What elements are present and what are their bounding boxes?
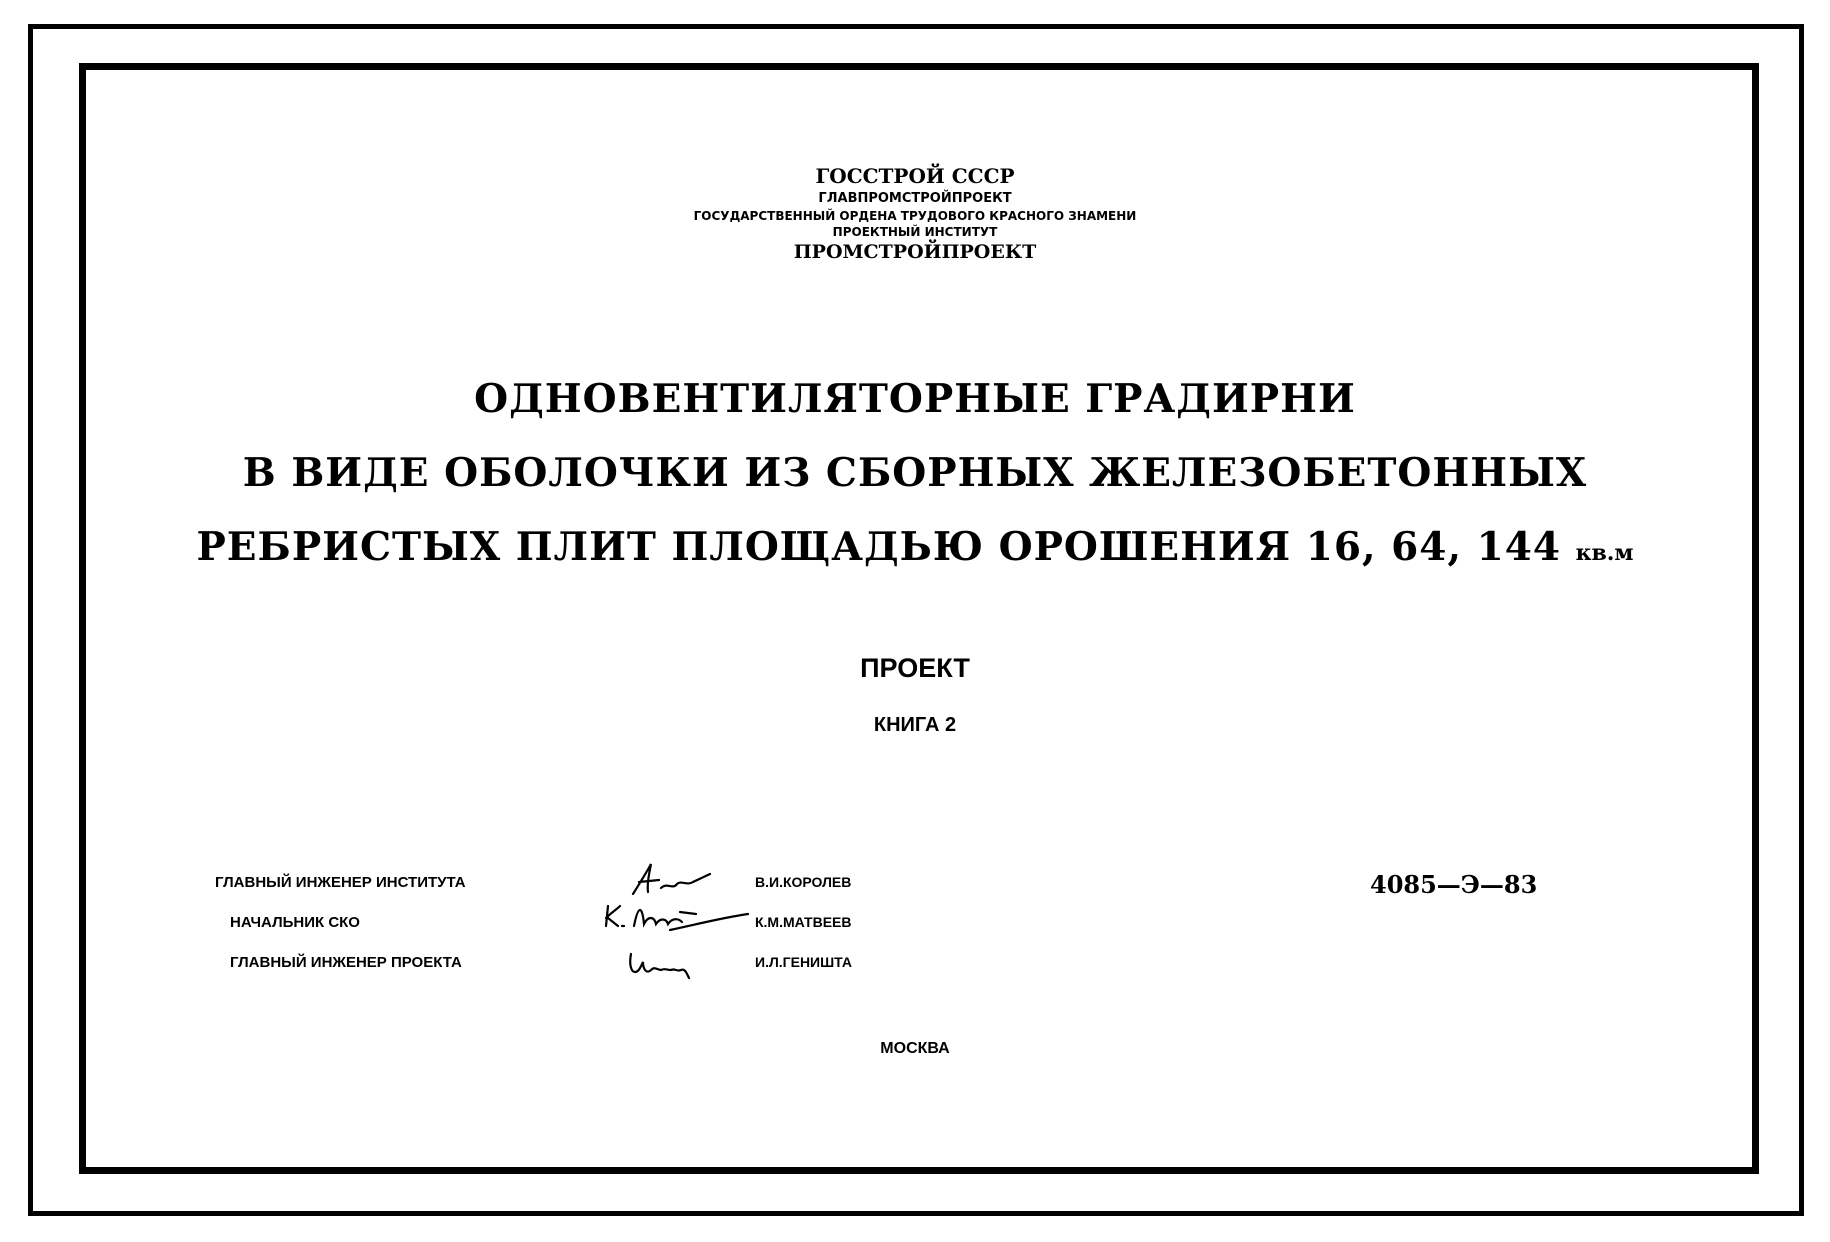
signature-position: ГЛАВНЫЙ ИНЖЕНЕР ИНСТИТУТА: [215, 874, 466, 891]
signature-position: НАЧАЛЬНИК СКО: [230, 914, 360, 931]
handwritten-signature: [600, 896, 750, 936]
handwritten-signature: [625, 944, 745, 984]
title-line-2: В ВИДЕ ОБОЛОЧКИ ИЗ СБОРНЫХ ЖЕЛЕЗОБЕТОННЫХ: [242, 450, 1588, 496]
header-line-promstroyproekt: ПРОМСТРОЙПРОЕКТ: [793, 240, 1037, 263]
document-type: ПРОЕКТ: [860, 653, 970, 683]
header-line-institute: ПРОЕКТНЫЙ ИНСТИТУТ: [832, 224, 998, 239]
city: МОСКВА: [880, 1040, 950, 1057]
header-line-gosstroy: ГОССТРОЙ СССР: [815, 164, 1015, 188]
signature-name: В.И.КОРОЛЕВ: [755, 874, 852, 890]
signature-row: [0, 950, 1830, 980]
signature-row: [0, 910, 1830, 940]
signature-name: К.М.МАТВЕЕВ: [755, 914, 852, 930]
title-line-3-text: РЕБРИСТЫХ ПЛИТ ПЛОЩАДЬЮ ОРОШЕНИЯ 16, 64, 144: [196, 524, 1562, 570]
title-line-1: ОДНОВЕНТИЛЯТОРНЫЕ ГРАДИРНИ: [474, 376, 1356, 422]
signature-position: ГЛАВНЫЙ ИНЖЕНЕР ПРОЕКТА: [230, 954, 462, 971]
header-line-order: ГОСУДАРСТВЕННЫЙ ОРДЕНА ТРУДОВОГО КРАСНОГО ЗНАМЕНИ: [693, 208, 1137, 223]
handwritten-signature: [615, 860, 735, 900]
title-unit: кв.м: [1575, 540, 1634, 566]
signature-name: И.Л.ГЕНИШТА: [755, 954, 852, 970]
document-book: КНИГА 2: [873, 714, 957, 736]
document-title: [0, 362, 1830, 590]
title-line-3: [0, 510, 1830, 590]
header-line-glavpromstroyproekt: ГЛАВПРОМСТРОЙПРОЕКТ: [818, 191, 1012, 206]
signature-row: [0, 870, 1830, 900]
organization-header: [0, 163, 1830, 266]
document-number: 4085—Э—83: [1370, 870, 1538, 899]
